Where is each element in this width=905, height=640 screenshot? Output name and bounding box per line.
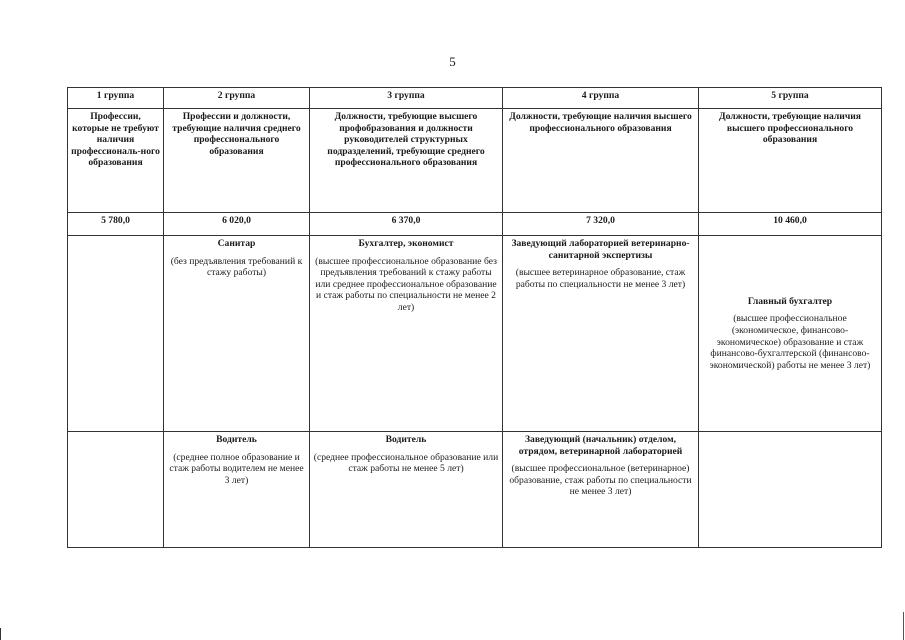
position-requirements: (высшее профессиональное (ветеринарное) образование, стаж работы по специальности не менее 3 лет) [509, 463, 692, 498]
group-description-row [68, 109, 882, 213]
position-cell [164, 236, 310, 432]
position-requirements: (среднее полное образование и стаж работы водителем не менее 3 лет) [169, 451, 304, 486]
salary-value: 6 370,0 [310, 213, 503, 236]
position-row [68, 432, 882, 548]
position-cell [310, 236, 503, 432]
group-description: Должности, требующие высшего профобразования и должности руководителей структурных подразделений, требующие среднего профессионального образования [310, 109, 503, 213]
position-title: Заведующий (начальник) отделом, отрядом, ветеринарной лабораторией [518, 434, 683, 457]
group-description: Профессии, которые не требуют наличия профессиональ-ного образования [68, 109, 164, 213]
salary-value: 6 020,0 [164, 213, 310, 236]
scan-edge-mark [0, 628, 4, 640]
empty-cell [68, 236, 164, 432]
position-title: Водитель [385, 434, 427, 445]
group-header-row [68, 88, 882, 109]
group-label: 4 группа [503, 88, 699, 109]
group-label: 5 группа [699, 88, 882, 109]
position-cell [699, 236, 882, 432]
empty-cell [699, 432, 882, 548]
position-title: Водитель [216, 434, 257, 445]
position-title: Заведующий лабораторией ветеринарно-санитарной экспертизы [511, 238, 690, 261]
position-cell [503, 432, 699, 548]
salary-value: 10 460,0 [699, 213, 882, 236]
position-requirements: (высшее ветеринарное образование, стаж работы по специальности не менее 3 лет) [515, 267, 686, 290]
group-label: 1 группа [68, 88, 164, 109]
position-requirements: (высшее профессиональное образование без предъявления требований к стажу работы или среднее профессиональное образование и стаж работы по специальности не менее 2 лет) [315, 255, 497, 313]
group-label: 3 группа [310, 88, 503, 109]
group-description: Должности, требующие наличия высшего профессионального образования [699, 109, 882, 213]
scan-edge-mark [903, 612, 904, 640]
position-cell [164, 432, 310, 548]
group-description: Должности, требующие наличия высшего профессионального образования [503, 109, 699, 213]
position-requirements: (высшее профессиональное (экономическое, финансово-экономическое) образование и стаж финансово-бухгалтерской (финансово-экономической) работы не менее 3 лет) [709, 313, 871, 371]
position-title: Главный бухгалтер [747, 295, 833, 307]
empty-cell [68, 432, 164, 548]
position-cell [503, 236, 699, 432]
group-label: 2 группа [164, 88, 310, 109]
page-number: 5 [449, 54, 456, 69]
position-title: Санитар [217, 238, 256, 249]
group-description: Профессии и должности, требующие наличия среднего профессионального образования [164, 109, 310, 213]
salary-groups-table [67, 87, 882, 548]
salary-value: 7 320,0 [503, 213, 699, 236]
position-requirements: (среднее профессиональное образование или стаж работы не менее 5 лет) [313, 451, 499, 475]
position-requirements: (без предъявления требований к стажу работы) [170, 255, 303, 279]
position-title: Бухгалтер, экономист [358, 238, 454, 249]
position-cell [310, 432, 503, 548]
salary-row [68, 213, 882, 236]
salary-value: 5 780,0 [68, 213, 164, 236]
position-row [68, 236, 882, 432]
